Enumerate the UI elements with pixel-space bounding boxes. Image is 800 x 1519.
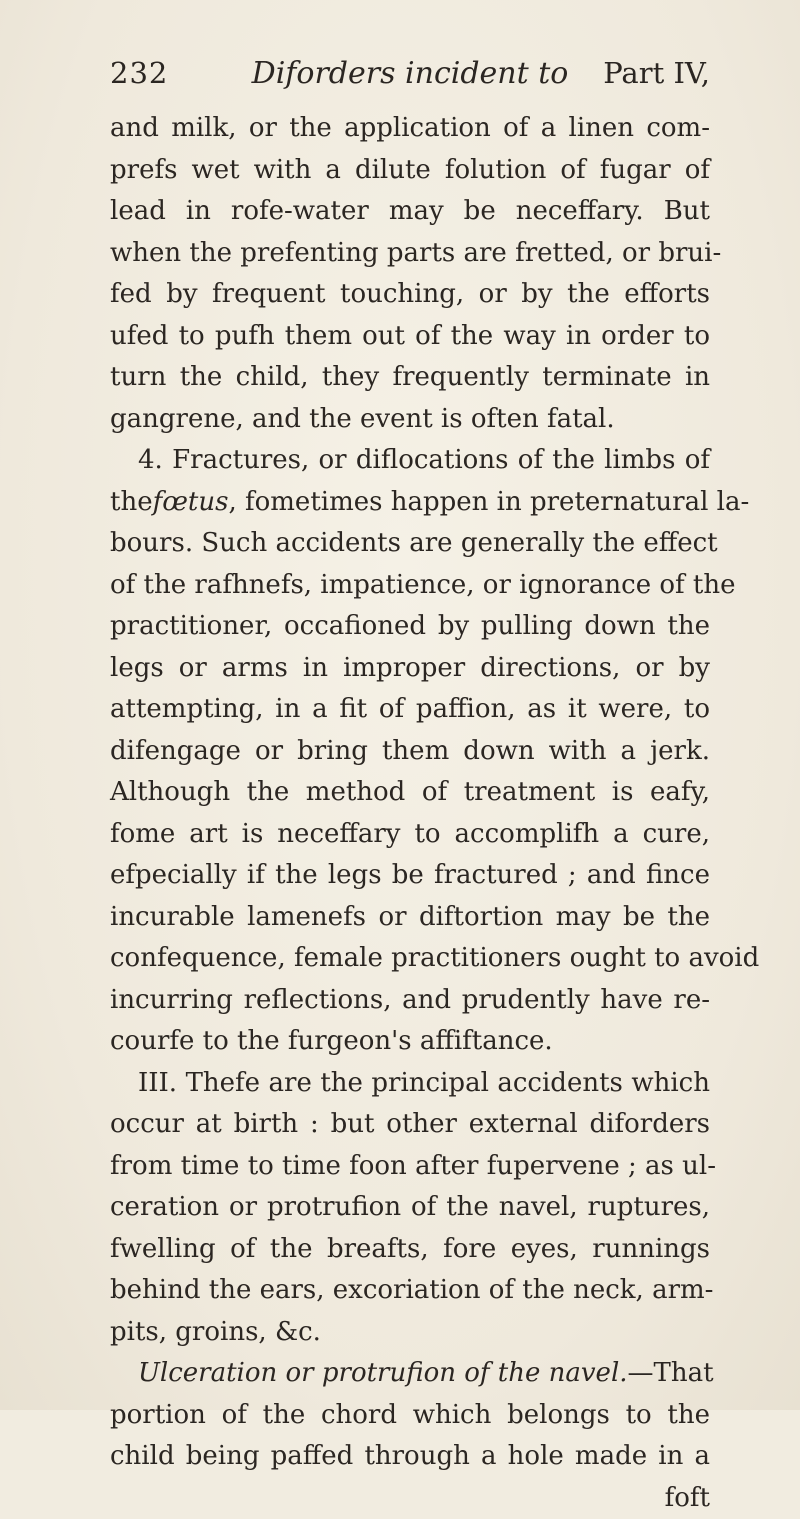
text-line: portion of the chord which belongs to the	[110, 1395, 710, 1437]
text-line: behind the ears, excoriation of the neck, arm-	[110, 1270, 710, 1312]
text-line: III. Thefe are the principal accidents which	[110, 1063, 710, 1105]
text-line: courfe to the furgeon's affiftance.	[110, 1021, 710, 1063]
text-line: practitioner, occafioned by pulling down the	[110, 606, 710, 648]
part-label: Part IV,	[603, 56, 710, 90]
text-line: child being paffed through a hole made in a	[110, 1436, 710, 1478]
body-text	[110, 108, 710, 1519]
text-line: legs or arms in improper directions, or by	[110, 648, 710, 690]
text-line: fome art is neceffary to accomplifh a cure,	[110, 814, 710, 856]
section-heading-line	[110, 1353, 710, 1395]
text-line: bours. Such accidents are generally the effect	[110, 523, 710, 565]
text-line: fed by frequent touching, or by the efforts	[110, 274, 710, 316]
text-line: fwelling of the breafts, fore eyes, runnings	[110, 1229, 710, 1271]
text-run: the	[110, 487, 153, 517]
catchword: foft	[110, 1478, 710, 1519]
text-line: confequence, female practitioners ought to avoid	[110, 938, 710, 980]
text-line: incurable lamenefs or diftortion may be the	[110, 897, 710, 939]
paragraph-4-start	[110, 440, 710, 482]
text-line: ceration or protrufion of the navel, ruptures,	[110, 1187, 710, 1229]
text-line: gangrene, and the event is often fatal.	[110, 399, 710, 441]
text-line: and milk, or the application of a linen com-	[110, 108, 710, 150]
text-line: attempting, in a fit of paffion, as it were, to	[110, 689, 710, 731]
running-header	[110, 56, 710, 106]
text-line: ufed to pufh them out of the way in order to	[110, 316, 710, 358]
text-line: from time to time foon after fupervene ; as ul-	[110, 1146, 710, 1188]
text-line: pits, groins, &c.	[110, 1312, 710, 1354]
text-line: Although the method of treatment is eafy,	[110, 772, 710, 814]
italic-term: fœtus	[153, 487, 229, 517]
text-line: prefs wet with a dilute folution of fugar of	[110, 150, 710, 192]
text-line: occur at birth : but other external diforders	[110, 1104, 710, 1146]
section-heading: Ulceration or protrufion of the navel.	[138, 1358, 628, 1388]
text-line: efpecially if the legs be fractured ; and fince	[110, 855, 710, 897]
text-line: lead in rofe-water may be neceffary. But	[110, 191, 710, 233]
text-line: when the prefenting parts are fretted, or brui-	[110, 233, 710, 275]
text-line: 4. Fractures, or diflocations of the limbs of	[138, 445, 710, 475]
text-line: difengage or bring them down with a jerk.	[110, 731, 710, 773]
text-line: turn the child, they frequently terminate in	[110, 357, 710, 399]
running-title: Diforders incident to	[110, 56, 710, 91]
text-line: incurring reflections, and prudently have re-	[110, 980, 710, 1022]
text-run: , fometimes happen in preternatural la-	[228, 487, 749, 517]
text-line-mixed	[110, 482, 710, 524]
text-run: —That	[628, 1358, 714, 1388]
text-line: of the rafhnefs, impatience, or ignorance of the	[110, 565, 710, 607]
page-number: 232	[110, 56, 168, 90]
